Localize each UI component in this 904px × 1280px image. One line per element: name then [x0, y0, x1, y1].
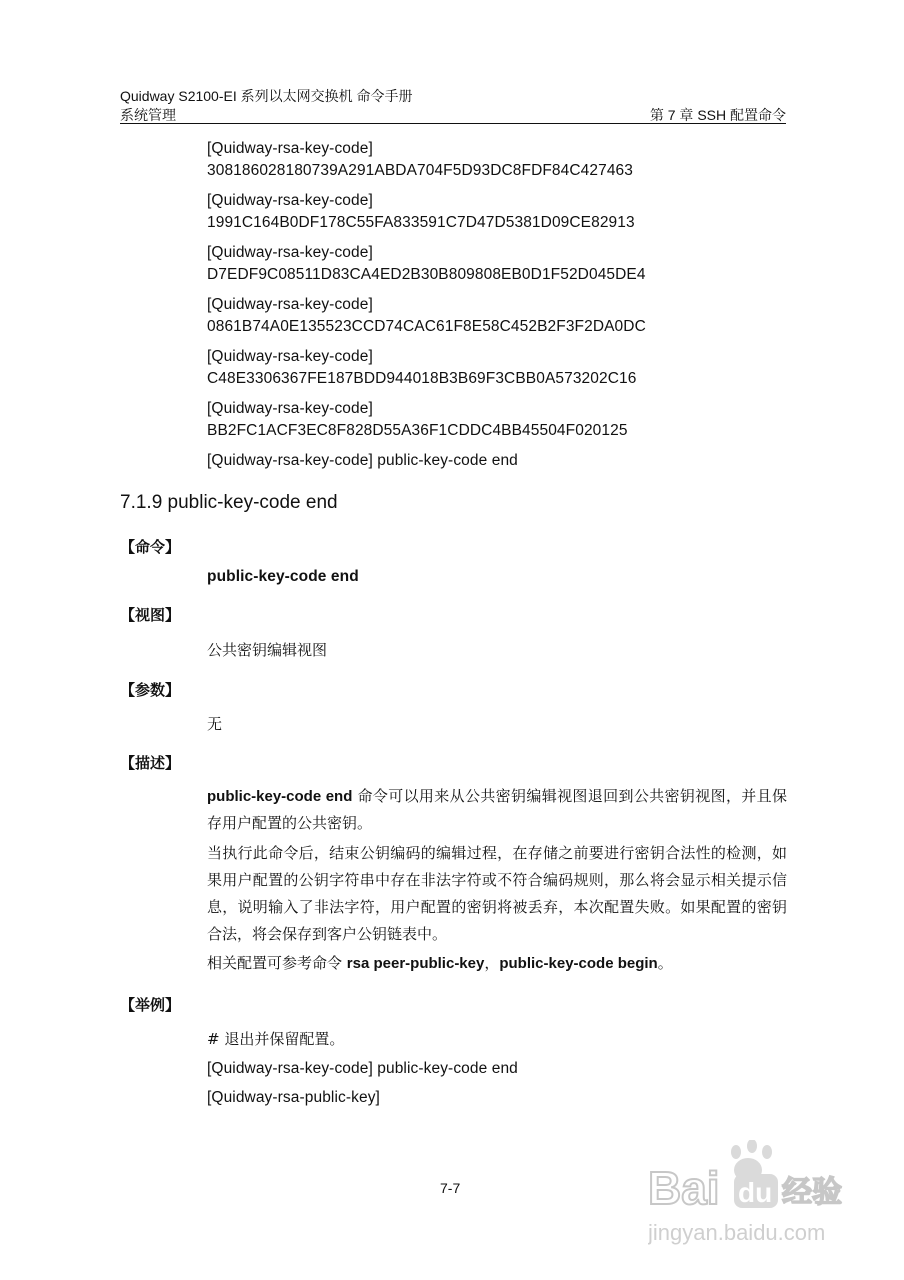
desc-ref-prefix: 相关配置可参考命令 [207, 954, 347, 972]
page-number: 7-7 [440, 1180, 461, 1196]
desc-paragraph-2: 当执行此命令后，结束公钥编码的编辑过程，在存储之前要进行密钥合法性的检测，如果用户配置的公钥字符串中存在非法字符或不符合编码规则，那么将会显示相关提示信息，说明输入了非法字符，用户配置的密钥将被丢弃，本次配置失败。如果配置的密钥合法，将会保存到客户公钥链表中。 [207, 844, 787, 943]
ref-suffix: 。 [657, 954, 673, 972]
command-label: 【命令】 [120, 538, 181, 556]
desc-paragraph-1 [207, 783, 787, 837]
desc-text: 命令可以用来从公共密钥编辑视图退回到公共密钥视图，并且保存用户配置的公共密钥。 [207, 787, 787, 832]
view-text: 公共密钥编辑视图 [207, 641, 328, 659]
header-section: 系统管理 [120, 107, 176, 123]
key-line: BB2FC1ACF3EC8F828D55A36F1CDDC4BB45504F020125 [207, 422, 628, 439]
key-line: [Quidway-rsa-key-code] [207, 140, 373, 157]
example-line: [Quidway-rsa-public-key] [207, 1089, 380, 1106]
desc-label: 【描述】 [120, 754, 181, 772]
watermark-brand-2: 经验 [782, 1175, 842, 1210]
example-comment: # 退出并保留配置。 [207, 1030, 345, 1048]
ref-command-1: rsa peer-public-key [346, 955, 485, 972]
ref-separator: ， [484, 954, 500, 972]
params-text: 无 [207, 715, 223, 733]
key-line: [Quidway-rsa-key-code] public-key-code end [207, 452, 518, 469]
baidu-watermark-logo [648, 1140, 858, 1260]
watermark-url: jingyan.baidu.com [648, 1220, 826, 1245]
example-line: [Quidway-rsa-key-code] public-key-code end [207, 1060, 518, 1077]
header-title: Quidway S2100-EI 系列以太网交换机 命令手册 [120, 88, 413, 104]
key-line: 308186028180739A291ABDA704F5D93DC8FDF84C427463 [207, 162, 633, 179]
key-line: [Quidway-rsa-key-code] [207, 192, 373, 209]
key-line: [Quidway-rsa-key-code] [207, 348, 373, 365]
key-line: [Quidway-rsa-key-code] [207, 296, 373, 313]
header-rule [120, 123, 786, 124]
section-title: 7.1.9 public-key-code end [120, 492, 338, 513]
view-label: 【视图】 [120, 606, 181, 624]
watermark-brand: Bai [648, 1162, 720, 1214]
key-line: 0861B74A0E135523CCD74CAC61F8E58C452B2F3F2DA0DC [207, 318, 646, 335]
header-chapter: 第 7 章 SSH 配置命令 [649, 107, 786, 123]
key-line: 1991C164B0DF178C55FA833591C7D47D5381D09CE82913 [207, 214, 635, 231]
key-line: C48E3306367FE187BDD944018B3B69F3CBB0A573202C16 [207, 370, 637, 387]
command-text: public-key-code end [207, 568, 359, 585]
ref-command-2: public-key-code begin [499, 955, 658, 972]
params-label: 【参数】 [120, 681, 181, 699]
key-line: D7EDF9C08511D83CA4ED2B30B809808EB0D1F52D045DE4 [207, 266, 646, 283]
desc-command: public-key-code end [207, 788, 353, 805]
example-label: 【举例】 [120, 996, 181, 1014]
desc-paragraph-3 [207, 950, 787, 977]
key-line: [Quidway-rsa-key-code] [207, 244, 373, 261]
key-line: [Quidway-rsa-key-code] [207, 400, 373, 417]
svg-text:du: du [738, 1177, 773, 1208]
